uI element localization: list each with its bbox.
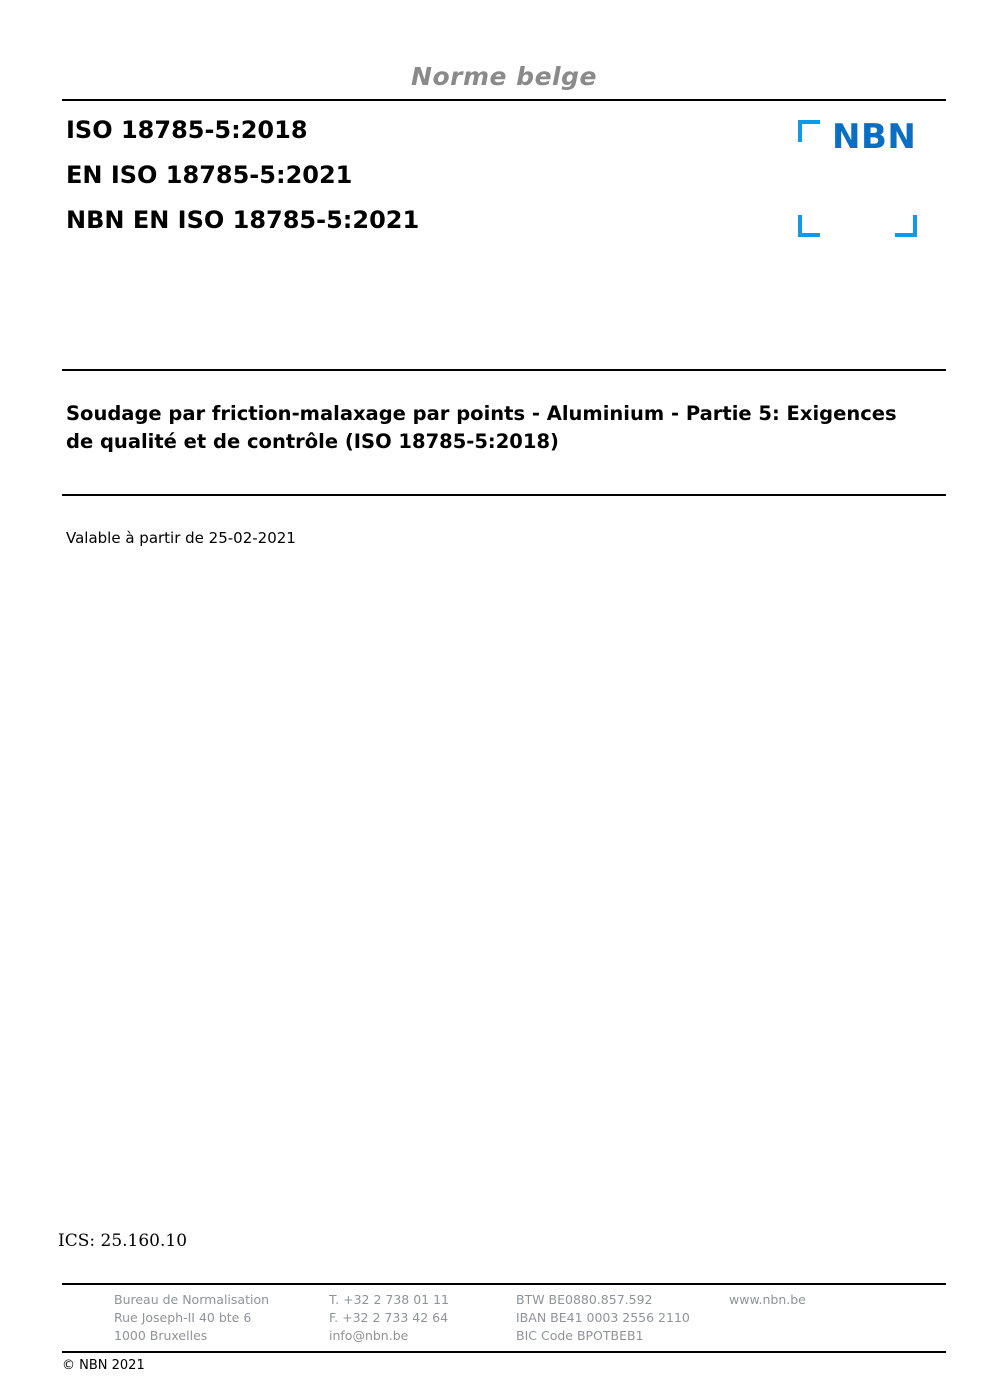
logo-corner-top-left-icon <box>798 120 820 142</box>
footer-address <box>114 1291 324 1345</box>
footer-divider-top <box>62 1283 946 1285</box>
footer-address-line-3: 1000 Bruxelles <box>114 1328 208 1343</box>
reference-en-iso: EN ISO 18785-5:2021 <box>66 161 353 189</box>
standard-references <box>66 108 626 243</box>
ics-code: ICS: 25.160.10 <box>58 1231 188 1251</box>
footer-address-line-2: Rue Joseph-II 40 bte 6 <box>114 1310 252 1325</box>
footer-divider-bottom <box>62 1351 946 1353</box>
footer-website-link[interactable]: www.nbn.be <box>729 1292 806 1307</box>
title-divider-top <box>62 369 946 371</box>
reference-iso: ISO 18785-5:2018 <box>66 116 308 144</box>
logo-wordmark: NBN <box>832 117 917 157</box>
footer-bic: BIC Code BPOTBEB1 <box>516 1328 644 1343</box>
validity-date: Valable à partir de 25-02-2021 <box>66 529 296 547</box>
footer-iban: IBAN BE41 0003 2556 2110 <box>516 1310 690 1325</box>
footer-contact <box>329 1291 514 1345</box>
header-divider <box>62 99 946 101</box>
footer-phone: T. +32 2 738 01 11 <box>329 1292 449 1307</box>
nbn-logo <box>790 112 930 252</box>
copyright-notice: © NBN 2021 <box>62 1358 145 1373</box>
footer-banking <box>516 1291 736 1345</box>
footer-website-column <box>729 1291 904 1309</box>
footer-fax: F. +32 2 733 42 64 <box>329 1310 449 1325</box>
footer-email[interactable]: info@nbn.be <box>329 1328 409 1343</box>
page-header-title: Norme belge <box>411 62 597 91</box>
logo-corner-bottom-left-icon <box>798 215 820 237</box>
reference-nbn-en-iso: NBN EN ISO 18785-5:2021 <box>66 206 420 234</box>
footer-vat: BTW BE0880.857.592 <box>516 1292 653 1307</box>
footer-address-line-1: Bureau de Normalisation <box>114 1292 270 1307</box>
title-divider-bottom <box>62 494 946 496</box>
document-title: Soudage par friction-malaxage par points - Aluminium - Partie 5: Exigences de qualité et de contrôle (ISO 18785-5:2018) <box>66 402 897 453</box>
logo-corner-bottom-right-icon <box>895 215 917 237</box>
